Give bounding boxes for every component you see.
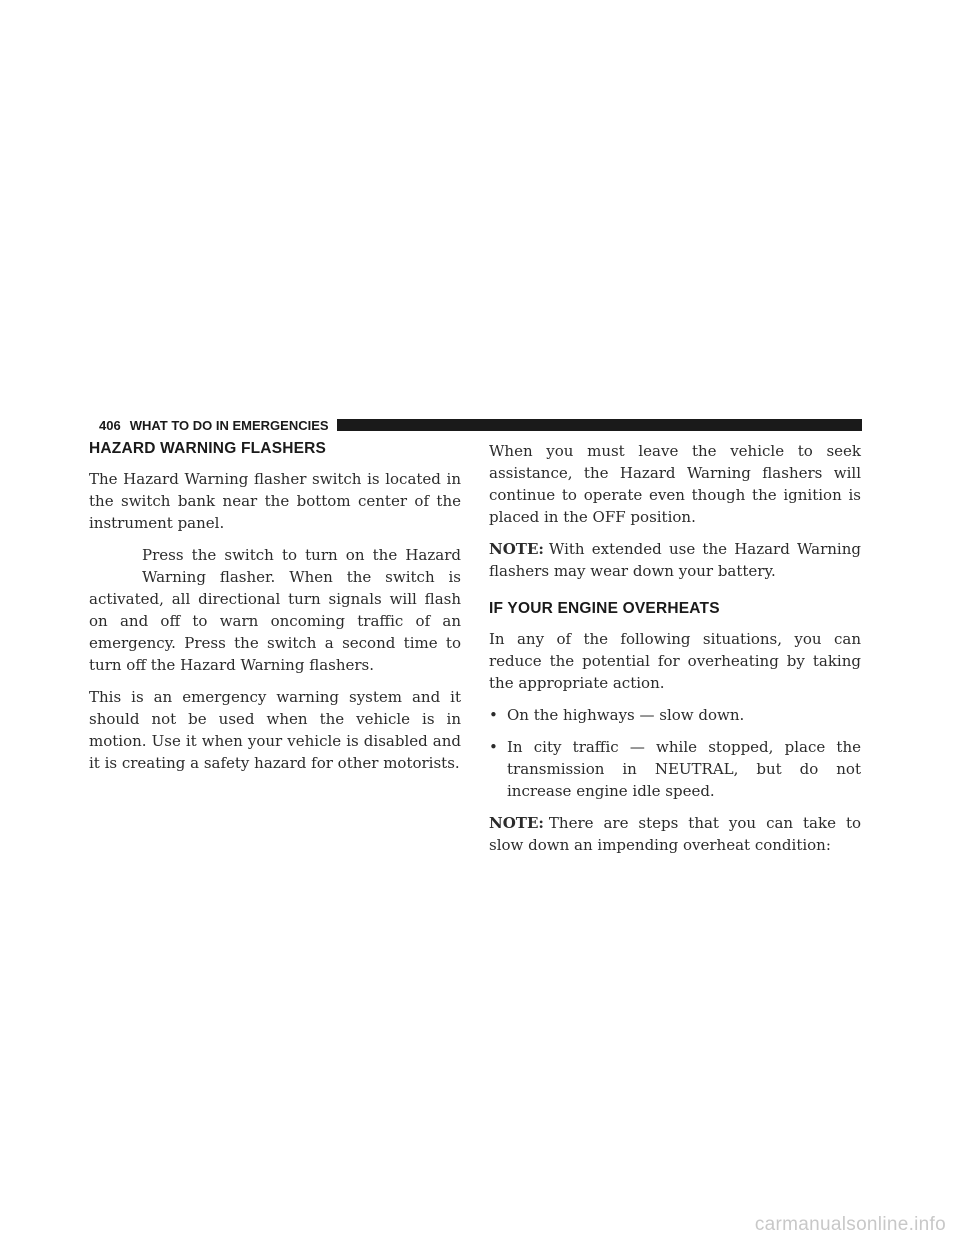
overheat-note: [489, 812, 861, 856]
hazard-paragraph-usage: This is an emergency warning system and it should not be used when the vehicle is in motion. Use it when your vehicle is disabled and it is creating a safety hazard for other motorists.: [89, 688, 461, 772]
hazard-paragraph-location: The Hazard Warning flasher switch is located in the switch bank near the bottom center of the instrument panel.: [89, 470, 461, 532]
watermark: carmanualsonline.info: [754, 1214, 946, 1235]
hazard-paragraph-leave-vehicle: When you must leave the vehicle to seek assistance, the Hazard Warning flashers will continue to operate even though the ignition is placed in the OFF position.: [489, 442, 861, 526]
left-column: [89, 440, 461, 784]
hazard-note-label: NOTE:: [489, 540, 544, 558]
hazard-note-text: With extended use the Hazard Warning flashers may wear down your battery.: [489, 540, 861, 580]
hazard-switch-icon-space: [89, 544, 142, 588]
section-title: WHAT TO DO IN EMERGENCIES: [129, 417, 329, 433]
header-rule: [337, 419, 862, 431]
hazard-note: [489, 538, 861, 582]
overheat-intro: In any of the following situations, you can reduce the potential for overheating by taking the appropriate action.: [489, 630, 861, 692]
right-column: [489, 440, 861, 866]
hazard-heading: HAZARD WARNING FLASHERS: [89, 440, 327, 457]
bullet-icon: •: [489, 738, 498, 756]
overheat-list: [489, 704, 861, 802]
page-header: [99, 416, 862, 434]
hazard-paragraph-activation: [89, 544, 461, 676]
list-item: • On the highways — slow down.: [489, 706, 745, 724]
overheat-note-text: There are steps that you can take to slow down an impending overheat condition:: [489, 814, 861, 854]
page-number: 406: [99, 417, 121, 433]
overheat-note-label: NOTE:: [489, 814, 544, 832]
hazard-activation-text: Press the switch to turn on the Hazard Warning flasher. When the switch is activated, all directional turn signals will flash on and off to warn oncoming traffic of an emergency. Press the switch a second time to turn off the Hazard Warning flashers.: [89, 546, 461, 674]
bullet-icon: •: [489, 706, 498, 724]
overheat-heading: IF YOUR ENGINE OVERHEATS: [489, 600, 720, 617]
list-item: • In city traffic — while stopped, place the transmission in NEUTRAL, but do not increase engine idle speed.: [489, 738, 861, 800]
